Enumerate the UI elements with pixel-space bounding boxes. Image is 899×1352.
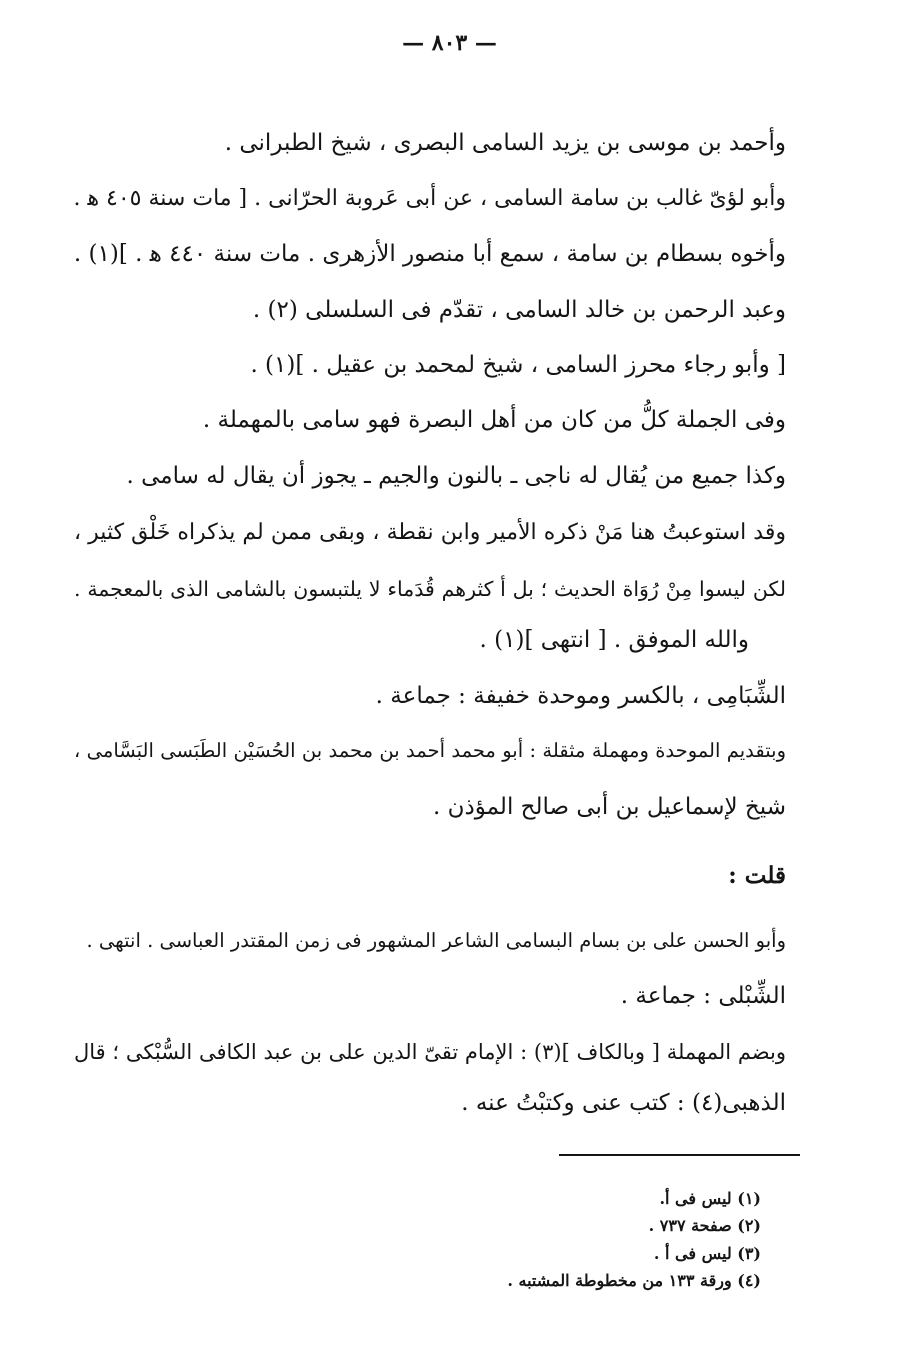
- body-line-entry-abu-raja: [ وأبو رجاء محرز السامى ، شيخ لمحمد بن عقيل . ](١) .: [250, 352, 786, 378]
- footnote-1: (١) ليس فى أ.: [659, 1189, 761, 1208]
- body-line-bassami-continued: شيخ لإسماعيل بن أبى صالح المؤذن .: [433, 794, 786, 820]
- body-line-basra-note: وفى الجملة كلُّ من كان من أهل البصرة فهو سامى بالمهملة .: [202, 407, 786, 433]
- body-line-naji-note: وكذا جميع من يُقال له ناجى ـ بالنون والجيم ـ يجوز أن يقال له سامى .: [126, 463, 786, 489]
- footnote-3: (٣) ليس فى أ .: [653, 1244, 761, 1263]
- body-line-sources-note: وقد استوعبتُ هنا مَنْ ذكره الأمير وابن نقطة ، وبقى ممن لم يذكراه خَلْق كثير ،: [74, 520, 786, 545]
- body-line-shibli-heading: الشِّبْلى : جماعة .: [620, 983, 786, 1009]
- section-heading-qultu: قلت :: [728, 862, 786, 889]
- body-line-bassami-entry: وبتقديم الموحدة ومهملة مثقلة : أبو محمد أحمد بن محمد بن الحُسَيْن الطَبَسى البَسَّامى ،: [74, 739, 786, 762]
- body-line-closing: والله الموفق . [ انتهى ](١) .: [479, 627, 749, 653]
- page-number: — ٨٠٣ —: [402, 30, 497, 56]
- body-line-narrators-note: لكن ليسوا مِنْ رُوَاة الحديث ؛ بل أ كثرهم قُدَماء لا يلتبسون بالشامى الذى بالمعجمة .: [74, 577, 786, 601]
- body-line-abul-hasan: وأبو الحسن على بن بسام البسامى الشاعر المشهور فى زمن المقتدر العباسى . انتهى .: [86, 929, 786, 952]
- body-line-entry-ahmad-bin-musa: وأحمد بن موسى بن يزيد السامى البصرى ، شيخ الطبرانى .: [224, 130, 786, 156]
- body-line-dhahabi-quote: الذهبى(٤) : كتب عنى وكتبْتُ عنه .: [461, 1090, 786, 1116]
- body-line-entry-abu-luay: وأبو لؤىّ غالب بن سامة السامى ، عن أبى عَروبة الحرّانى . [ مات سنة ٤٠٥ ﻫ .: [73, 186, 786, 211]
- body-line-entry-abdul-rahman: وعبد الرحمن بن خالد السامى ، تقدّم فى السلسلى (٢) .: [252, 297, 786, 323]
- body-line-entry-bistam: وأخوه بسطام بن سامة ، سمع أبا منصور الأزهرى . مات سنة ٤٤٠ ﻫ . ](١) .: [73, 241, 786, 267]
- footnote-divider: [559, 1154, 800, 1156]
- footnote-2: (٢) صفحة ٧٣٧ .: [648, 1216, 761, 1235]
- body-line-shibami-heading: الشِّبَامِى ، بالكسر وموحدة خفيفة : جماعة .: [375, 683, 786, 709]
- footnote-4: (٤) ورقة ١٣٣ من مخطوطة المشتبه .: [507, 1271, 761, 1290]
- body-line-subki-entry: وبضم المهملة [ وبالكاف ](٣) : الإمام تقىّ الدين على بن عبد الكافى السُّبْكى ؛ قال: [74, 1040, 787, 1064]
